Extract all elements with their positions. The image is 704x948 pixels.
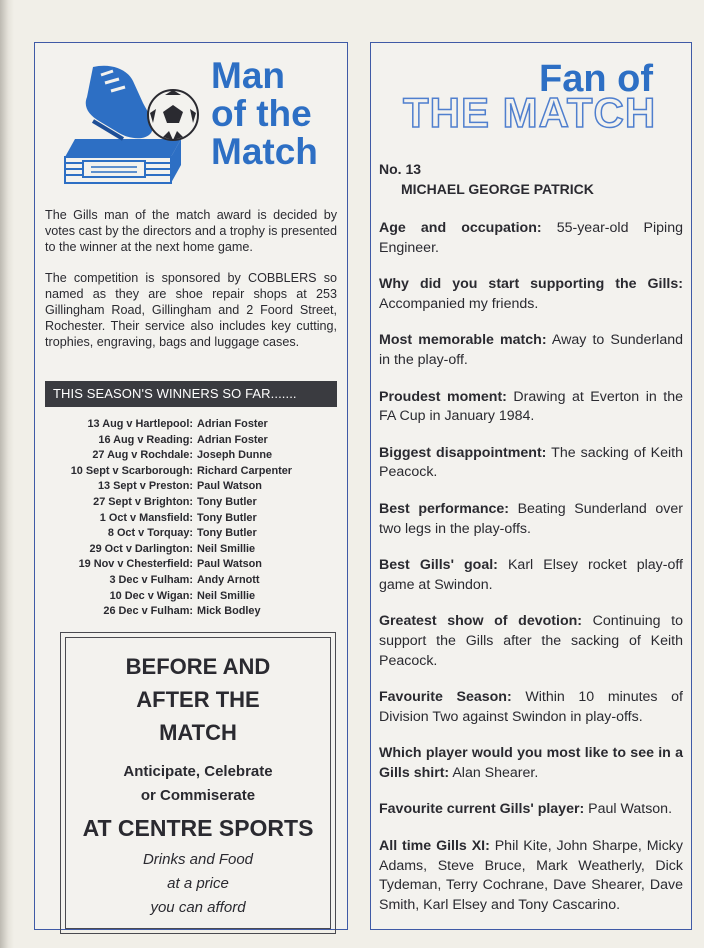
winner-row [45,495,337,511]
qa-answer: Drawing at Everton in the FA Cup in January 1984. [379,388,683,425]
winners-list [45,417,337,620]
qa-answer: Away to Sunderland in the play-off. [379,332,683,368]
winner-row [45,417,337,433]
winner-player: Adrian Foster [197,433,268,446]
winner-match: 16 Aug v Reading: [98,433,193,446]
ad-tagline [66,848,330,920]
winner-match: 10 Dec v Wigan: [109,589,193,602]
qa-item [379,800,683,820]
winner-row [45,542,337,558]
qa-question: Favourite current Gills' player: [379,801,585,818]
qa-question: Most memorable match: [379,332,547,349]
qa-question: All time Gills XI: [379,838,490,855]
winner-match: 29 Oct v Darlington: [89,542,193,555]
winner-row [45,448,337,464]
ad-headline-line: AFTER THE [136,687,260,712]
qa-question: Best performance: [379,500,509,517]
intro-paragraph: The Gills man of the match award is decided by votes cast by the directors and a trophy is presented to the winner at the next home game. [45,208,337,255]
winner-row [45,604,337,620]
motm-title-line: Match [211,131,318,172]
winner-player: Mick Bodley [197,605,261,618]
qa-answer: Accompanied my friends. [379,295,539,312]
winner-player: Tony Butler [197,495,257,508]
fotm-title-line1: Fan of [539,58,653,100]
winner-player: Adrian Foster [197,418,268,430]
qa-item [379,744,683,783]
centre-sports-ad [65,637,331,929]
qa-question: Best Gills' goal: [379,557,498,574]
winner-row [45,511,337,527]
winner-row [45,526,337,542]
winners-heading: THIS SEASON'S WINNERS SO FAR....... [45,381,337,407]
winner-player: Andy Arnott [197,573,260,586]
qa-answer: Alan Shearer. [449,764,539,781]
winner-row [45,479,337,495]
qa-item [379,444,683,483]
winner-match: 13 Sept v Preston: [97,480,193,493]
winner-match: 26 Dec v Fulham: [103,605,193,618]
winner-match: 27 Sept v Brighton: [93,495,193,508]
qa-item [379,331,683,370]
winner-row [45,433,337,449]
winner-player: Neil Smillie [197,589,256,602]
qa-question: Greatest show of devotion: [379,613,583,630]
qa-question: Which player would you most like to see in a Gills shirt: [379,745,683,781]
motm-title-line: of the [211,93,312,134]
ad-headline-line: MATCH [159,720,237,745]
winner-player: Joseph Dunne [197,449,273,462]
ad-subline [66,760,330,808]
motm-header [53,51,333,191]
winner-player: Tony Butler [197,511,257,524]
winner-match: 3 Dec v Fulham: [109,573,193,586]
qa-item [379,837,683,915]
qa-question: Biggest disappointment: [379,444,547,461]
motm-intro [45,207,337,365]
winner-match: 10 Sept v Scarborough: [70,464,193,477]
ad-tagline-line: at a price [167,875,229,892]
qa-item [379,612,683,671]
motm-title-line: Man [211,55,285,96]
winner-row [45,557,337,573]
ad-tagline-line: Drinks and Food [142,851,254,868]
fan-number: No. 13 [379,161,422,177]
winner-match: 19 Nov v Chesterfield: [78,558,193,571]
winner-row [45,589,337,605]
winner-player: Neil Smillie [197,542,256,555]
qa-item [379,388,683,427]
qa-question: Favourite Season: [379,689,512,706]
winner-row [45,573,337,589]
fotm-title-line2: THE MATCH [403,89,657,136]
fan-of-the-match-panel [370,42,692,930]
qa-question: Proudest moment: [379,388,507,405]
winner-match: 27 Aug v Rochdale: [92,449,193,462]
qa-item [379,688,683,727]
qa-item [379,556,683,595]
fotm-header [391,57,671,143]
qa-answer: Within 10 minutes of Division Two against Swindon in play-offs. [379,689,683,725]
ad-subline-line: Anticipate, Celebrate [123,763,273,780]
motm-title [211,57,341,171]
winner-row [45,464,337,480]
winner-player: Richard Carpenter [197,464,293,477]
qa-question: Why did you start supporting the Gills: [379,276,683,293]
qa-answer: Beating Sunderland over two legs in the play-offs. [379,500,683,537]
qa-answer: Karl Elsey rocket play-off game at Swindon. [379,557,683,593]
qa-question: Age and occupation: [379,220,542,236]
qa-answer: Continuing to support the Gills after the sacking of Keith Peacock. [379,613,683,669]
boot-ball-trophy-icon [53,61,203,189]
ad-subline-line: or Commiserate [140,787,256,804]
ad-headline-line: BEFORE AND [125,654,271,679]
winner-match: 13 Aug v Hartlepool: [87,418,193,430]
winner-player: Paul Watson [197,480,262,493]
qa-item [379,500,683,539]
ad-shop-name: AT CENTRE SPORTS [82,815,314,841]
ad-tagline-line: you can afford [150,899,246,916]
page-spine [0,0,14,948]
man-of-the-match-panel [34,42,348,930]
qa-item [379,219,683,258]
winner-match: 8 Oct v Torquay: [107,527,193,540]
intro-paragraph: The competition is sponsored by COBBLERS so named as they are shoe repair shops at 253 Gillingham Road, Gillingham and 2 Foord Street, Rochester. Their service also includes key cutting, trophies, engraving, bags and luggage cases. [45,270,337,350]
winner-match: 1 Oct v Mansfield: [99,511,193,524]
qa-answer: 55-year-old Piping Engineer. [379,220,683,256]
qa-answer: Paul Watson. [584,801,673,818]
fan-questionnaire [379,219,683,932]
qa-answer: Phil Kite, John Sharpe, Micky Adams, Steve Bruce, Mark Weatherly, Dick Tydeman, Terry Cochrane, Dave Shearer, Dave Smith, Karl Elsey and Tony Cascarino. [379,838,683,913]
ad-headline [66,650,330,749]
qa-answer: The sacking of Keith Peacock. [379,444,684,481]
qa-item [379,275,683,314]
fan-name: MICHAEL GEORGE PATRICK [401,181,594,197]
winner-player: Tony Butler [197,527,257,540]
winner-player: Paul Watson [197,558,262,571]
